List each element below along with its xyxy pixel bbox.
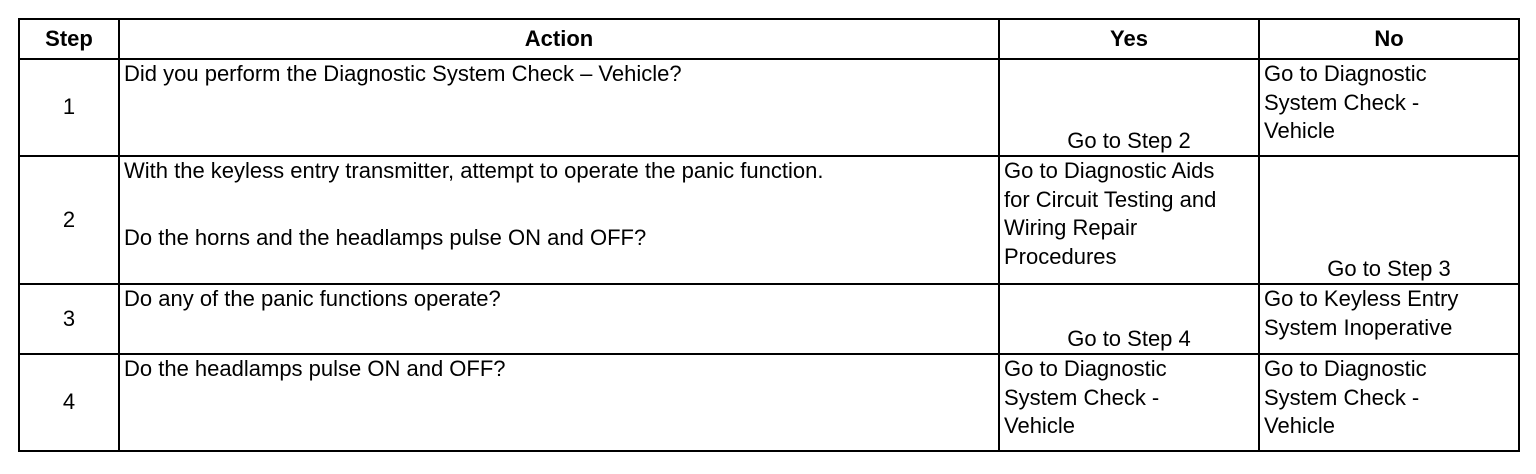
yes-text-line: System Check - [1004,384,1160,410]
step-number: 2 [19,156,119,284]
action-cell [119,284,999,354]
header-action: Action [119,19,999,59]
action-text: Do the headlamps pulse ON and OFF? [124,356,506,381]
action-text: Did you perform the Diagnostic System Check – Vehicle? [124,61,682,86]
header-row [19,19,1519,59]
no-text-line: System Check - [1264,384,1420,410]
action-cell [119,156,999,284]
table-row [19,59,1519,156]
no-text-line: Go to Diagnostic [1264,61,1427,86]
action-text-line: With the keyless entry transmitter, attempt to operate the panic function. [124,158,824,183]
table-row [19,354,1519,451]
yes-text: Go to Step 4 [1067,325,1191,351]
step-number: 3 [19,284,119,354]
no-text-line: Vehicle [1264,413,1335,438]
action-text-line: Do the horns and the headlamps pulse ON and OFF? [124,224,647,250]
yes-text-line: Wiring Repair [1004,215,1138,240]
no-cell [1259,354,1519,451]
yes-text-line: Vehicle [1004,413,1075,438]
step-number: 4 [19,354,119,451]
action-cell [119,59,999,156]
table-row [19,156,1519,284]
no-text-line: System Check - [1264,89,1420,115]
yes-cell [999,284,1259,354]
action-cell [119,354,999,451]
no-text-line: Vehicle [1264,118,1335,143]
yes-cell [999,156,1259,284]
no-text-line: System Inoperative [1264,314,1453,340]
no-text: Go to Step 3 [1327,255,1451,281]
yes-text: Go to Step 2 [1067,127,1191,153]
table-row [19,284,1519,354]
no-cell [1259,59,1519,156]
diagnostic-table [18,18,1520,452]
yes-text-line: Go to Diagnostic [1004,356,1167,381]
no-cell [1259,284,1519,354]
header-yes: Yes [999,19,1259,59]
yes-cell [999,59,1259,156]
no-text-line: Go to Keyless Entry [1264,286,1459,311]
no-text-line: Go to Diagnostic [1264,356,1427,381]
paragraph-gap [124,186,994,224]
header-no: No [1259,19,1519,59]
yes-text-line: for Circuit Testing and [1004,186,1217,212]
yes-text-line: Procedures [1004,243,1117,269]
yes-cell [999,354,1259,451]
step-number: 1 [19,59,119,156]
action-text: Do any of the panic functions operate? [124,286,501,311]
yes-text-line: Go to Diagnostic Aids [1004,158,1215,183]
header-step: Step [19,19,119,59]
no-cell [1259,156,1519,284]
